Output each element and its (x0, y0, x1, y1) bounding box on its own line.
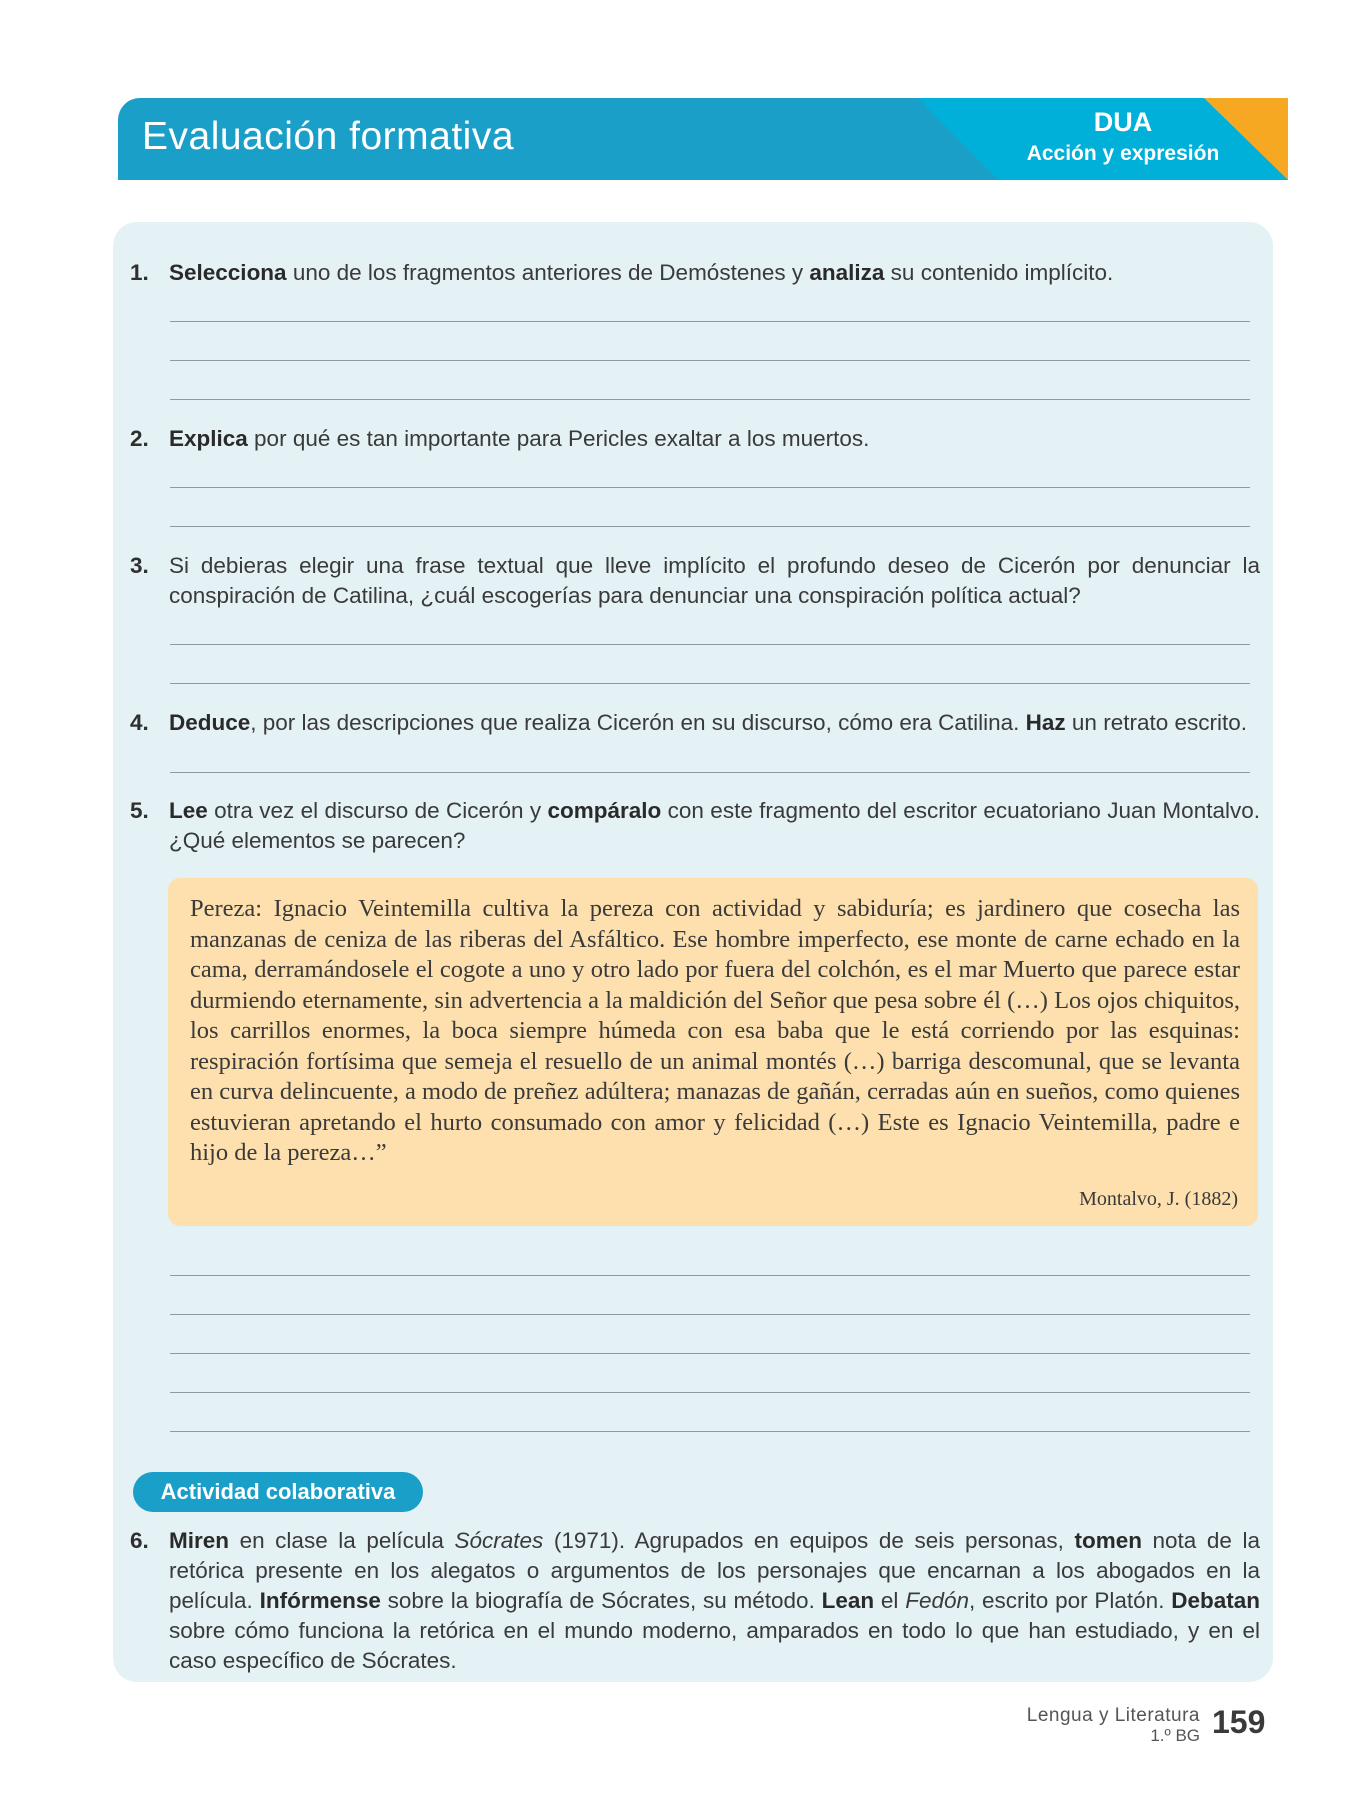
question-text-run: uno de los fragmentos anteriores de Demóstenes y (286, 260, 810, 285)
question-text-run: , por las descripciones que realiza Cicerón en su discurso, cómo era Catilina. (250, 710, 1026, 735)
question-text-run: sobre cómo funciona la retórica en el mundo moderno, amparados en todo lo que han estudiado, y en el caso específico de Sócrates. (169, 1618, 1260, 1673)
question-text-run: con este fragmento del escritor ecuatoriano Juan Montalvo. ¿Qué elementos se parecen? (169, 798, 1260, 853)
answer-line[interactable] (170, 360, 1250, 361)
question-keyword: analiza (809, 260, 885, 285)
question-4 (130, 708, 1260, 738)
answer-line[interactable] (170, 644, 1250, 645)
answer-line[interactable] (170, 1431, 1250, 1432)
page-number: 159 (1212, 1704, 1266, 1740)
question-text (169, 708, 1260, 738)
quote-source: Montalvo, J. (1882) (1079, 1188, 1238, 1210)
question-keyword: Haz (1025, 710, 1066, 735)
question-text (169, 796, 1260, 856)
question-1 (130, 258, 1260, 288)
question-text (169, 258, 1260, 288)
question-keyword: Infórmense (259, 1588, 381, 1613)
answer-line[interactable] (170, 683, 1250, 684)
question-text (169, 551, 1260, 611)
quote-text: Pereza: Ignacio Veintemilla cultiva la pereza con actividad y sabiduría; es jardinero que cosecha las manzanas de ceniza de las riberas del Asfáltico. Ese hombre imperfecto, ese monte de carne echado en la cama, derramándosele el cogote a uno y otro lado por fuera del colchón, es el mar Muerto que parece estar durmiendo eternamente, sin advertencia a la maldición del Señor que pesa sobre él (…) Los ojos chiquitos, los carrillos enormes, la boca siempre húmeda con esa baba que le está corriendo por las esquinas: respiración fortísima que semeja el resuello de un animal montés (…) barriga descomunal, que se levanta en curva delincuente, a modo de preñez adúltera; manazas de gañán, cerradas aún en sueños, como quienes estuvieran apretando el hurto consumado con amor y felicidad (…) Este es Ignacio Veintemilla, padre e hijo de la pereza…” (190, 895, 1240, 1166)
answer-line[interactable] (170, 772, 1250, 773)
question-6 (130, 1526, 1260, 1676)
question-text-run: en clase la película (229, 1528, 455, 1553)
quote-box (168, 878, 1258, 1226)
question-text-run: otra vez el discurso de Cicerón y (207, 798, 548, 823)
question-text-run: sobre la biografía de Sócrates, su método. (380, 1588, 822, 1613)
answer-line[interactable] (170, 1314, 1250, 1315)
question-number: 3. (130, 553, 149, 578)
question-text-run: , escrito por Platón. (969, 1588, 1172, 1613)
question-text-run: Si debieras elegir una frase textual que lleve implícito el profundo deseo de Cicerón por denunciar la conspiración de Catilina, ¿cuál escogerías para denunciar una conspiración política actual? (169, 553, 1260, 608)
question-number: 2. (130, 426, 149, 451)
answer-line[interactable] (170, 1275, 1250, 1276)
question-keyword: Deduce (169, 710, 251, 735)
section-banner (118, 98, 1288, 180)
question-keyword: tomen (1074, 1528, 1142, 1553)
answer-line[interactable] (170, 399, 1250, 400)
question-keyword: compáralo (547, 798, 662, 823)
question-number: 6. (130, 1528, 149, 1553)
answer-line[interactable] (170, 321, 1250, 322)
question-keyword: Explica (169, 426, 248, 451)
collaborative-activity-badge: Actividad colaborativa (133, 1472, 423, 1512)
footer-subject: Lengua y Literatura (1026, 1705, 1200, 1726)
section-title: Evaluación formativa (142, 115, 515, 158)
question-3 (130, 551, 1260, 611)
question-keyword: Lean (821, 1588, 875, 1613)
question-number: 1. (130, 260, 149, 285)
question-2 (130, 424, 1260, 454)
question-text-run: por qué es tan importante para Pericles exaltar a los muertos. (247, 426, 870, 451)
question-text-run: el (874, 1588, 906, 1613)
footer-grade: 1.º BG (1150, 1726, 1200, 1745)
answer-line[interactable] (170, 1392, 1250, 1393)
question-title-ref: Fedón (905, 1588, 970, 1613)
question-keyword: Lee (169, 798, 208, 823)
question-text-run: nota de la retórica presente en los alegatos o argumentos de los personajes que encarnan a los abogados en la película. (169, 1528, 1260, 1613)
question-text (169, 424, 1260, 454)
question-keyword: Debatan (1171, 1588, 1261, 1613)
question-text (169, 1526, 1260, 1676)
question-keyword: Miren (169, 1528, 230, 1553)
question-text-run: su contenido implícito. (884, 260, 1114, 285)
question-title-ref: Sócrates (454, 1528, 544, 1553)
question-text-run: (1971). Agrupados en equipos de seis personas, (543, 1528, 1075, 1553)
answer-line[interactable] (170, 1353, 1250, 1354)
answer-line[interactable] (170, 487, 1250, 488)
question-text-run: un retrato escrito. (1065, 710, 1248, 735)
answer-line[interactable] (170, 526, 1250, 527)
dua-subtitle: Acción y expresión (1026, 142, 1220, 165)
question-number: 4. (130, 710, 149, 735)
question-keyword: Selecciona (169, 260, 287, 285)
question-5 (130, 796, 1260, 856)
dua-label: DUA (1093, 107, 1153, 137)
question-number: 5. (130, 798, 149, 823)
